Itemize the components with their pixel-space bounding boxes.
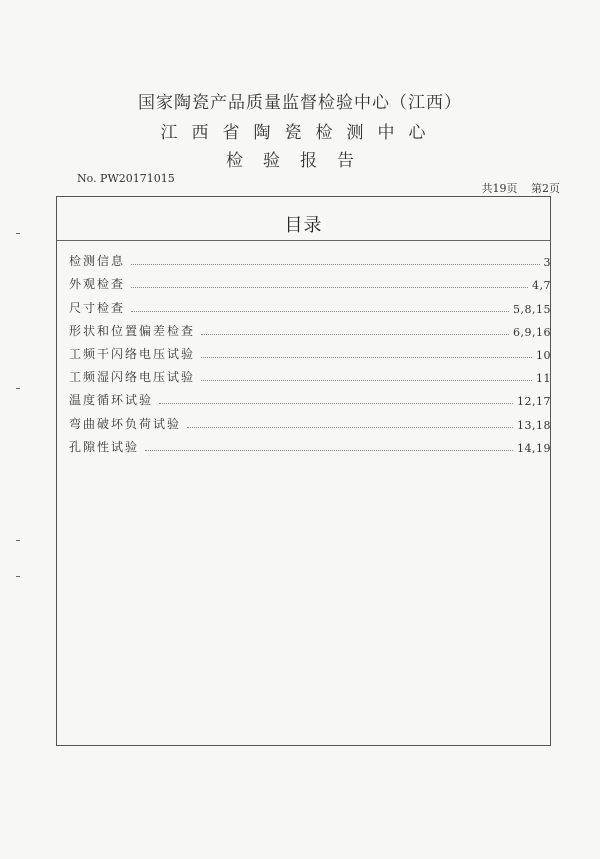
dot-leader: [131, 311, 509, 312]
toc-list: [69, 246, 551, 455]
center-name-heading: 国家陶瓷产品质量监督检验中心（江西）: [138, 93, 462, 113]
scan-mark: [16, 540, 20, 541]
toc-entry-label: 形状和位置偏差检查: [69, 323, 196, 338]
toc-entry[interactable]: [69, 339, 551, 362]
report-type-heading: 检验报告: [226, 151, 374, 171]
toc-entry-label: 尺寸检查: [69, 300, 126, 315]
toc-entry-page: 3: [543, 256, 551, 270]
title-divider: [57, 240, 550, 241]
dot-leader: [145, 450, 513, 451]
toc-entry-page: 4,7: [532, 279, 551, 293]
scan-mark: [16, 233, 20, 234]
toc-entry-label: 弯曲破坏负荷试验: [69, 416, 182, 431]
toc-entry[interactable]: [69, 362, 551, 385]
toc-entry[interactable]: [69, 408, 551, 431]
toc-entry[interactable]: [69, 269, 551, 292]
scan-mark: [16, 576, 20, 577]
toc-entry-page: 10: [536, 348, 551, 362]
dot-leader: [201, 357, 532, 358]
scan-mark: [16, 388, 20, 389]
toc-entry[interactable]: [69, 432, 551, 455]
toc-entry[interactable]: [69, 316, 551, 339]
toc-entry-page: 13,18: [517, 418, 551, 432]
toc-entry-label: 孔隙性试验: [69, 439, 140, 454]
provincial-center-heading: 江西省陶瓷检测中心: [160, 123, 440, 143]
total-pages: 共19页: [481, 182, 518, 195]
toc-entry-label: 工频湿闪络电压试验: [69, 370, 196, 385]
dot-leader: [187, 427, 513, 428]
toc-entry[interactable]: [69, 385, 551, 408]
dot-leader: [201, 380, 532, 381]
page-info: [472, 180, 561, 196]
toc-title: 目录: [284, 215, 323, 236]
dot-leader: [131, 287, 528, 288]
report-number: No. PW20171015: [77, 172, 175, 185]
toc-frame: [56, 196, 551, 746]
toc-entry-label: 外观检查: [69, 277, 126, 292]
toc-entry-page: 11: [536, 372, 551, 386]
toc-entry-page: 6,9,16: [513, 325, 551, 339]
current-page: 第2页: [531, 182, 560, 195]
toc-entry-label: 工频干闪络电压试验: [69, 346, 196, 361]
toc-entry[interactable]: [69, 246, 551, 269]
toc-entry-label: 温度循环试验: [69, 393, 154, 408]
toc-entry-page: 12,17: [517, 395, 551, 409]
dot-leader: [201, 334, 509, 335]
toc-entry[interactable]: [69, 292, 551, 315]
dot-leader: [159, 403, 513, 404]
toc-entry-label: 检测信息: [69, 254, 126, 269]
toc-entry-page: 5,8,15: [513, 302, 551, 316]
dot-leader: [131, 264, 539, 265]
toc-entry-page: 14,19: [517, 441, 551, 455]
